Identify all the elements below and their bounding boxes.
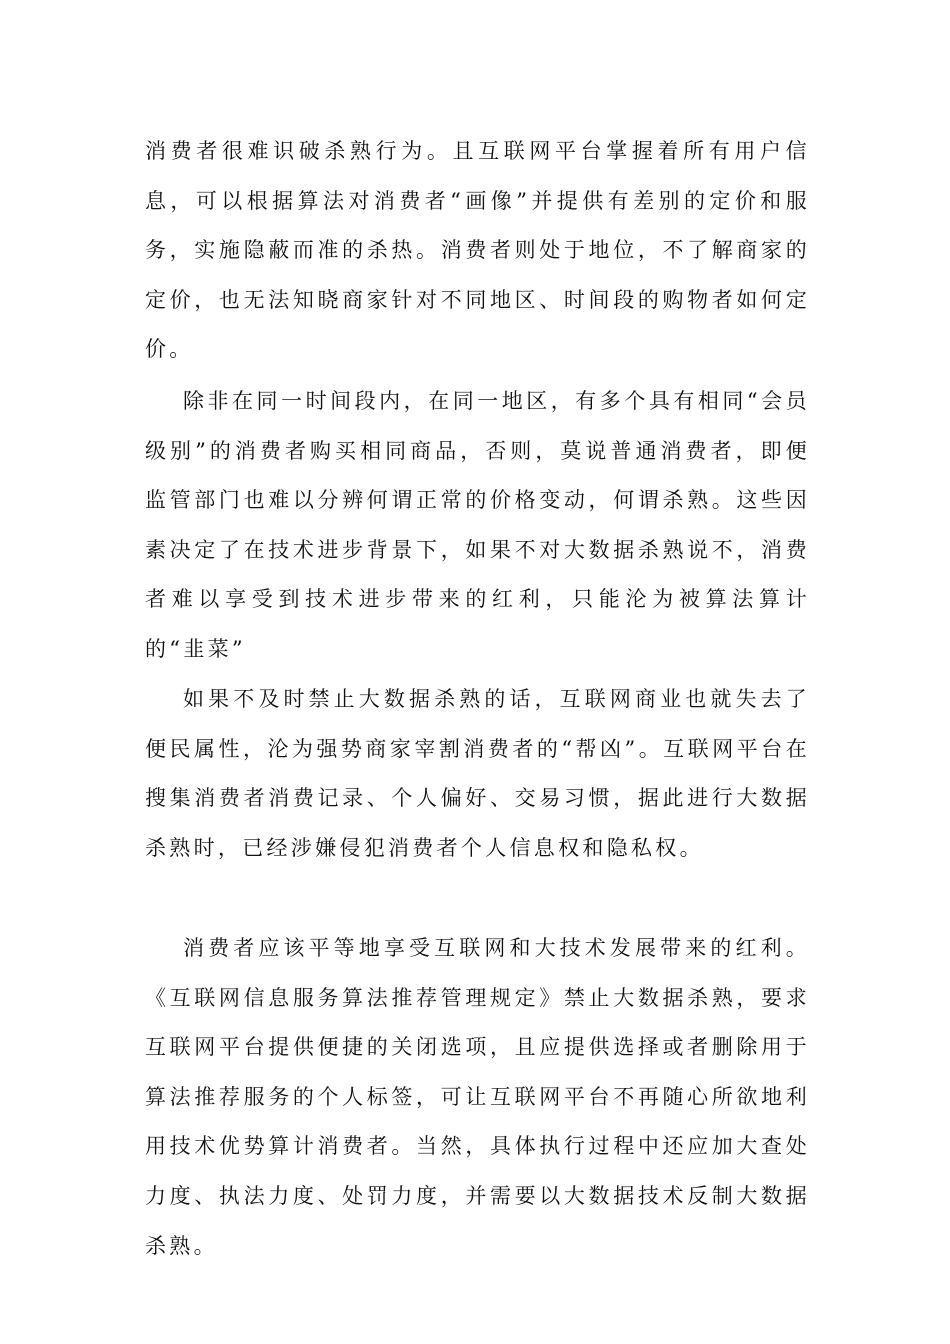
paragraph-3: 如果不及时禁止大数据杀熟的话，互联网商业也就失去了便民属性，沦为强势商家宰割消费者的“帮凶”。互联网平台在搜集消费者消费记录、个人偏好、交易习惯，据此进行大数据杀熟时，已经涉嫌侵犯消费者个人信息权和隐私权。 — [145, 687, 810, 860]
paragraph-4: 消费者应该平等地享受互联网和大技术发展带来的红利。《互联网信息服务算法推荐管理规定》禁止大数据杀熟，要求互联网平台提供便捷的关闭选项，且应提供选择或者删除用于算法推荐服务的个人标签，可让互联网平台不再随心所欲地利用技术优势算计消费者。当然，具体执行过程中还应加大查处力度、执法力度、处罚力度，并需要以大数据技术反制大数据杀熟。 — [145, 936, 810, 1258]
paragraph-1: 消费者很难识破杀熟行为。且互联网平台掌握着所有用户信息，可以根据算法对消费者“画像”并提供有差别的定价和服务，实施隐蔽而准的杀热。消费者则处于地位，不了解商家的定价，也无法知晓商家针对不同地区、时间段的购物者如何定价。 — [145, 139, 810, 362]
paragraph-2: 除非在同一时间段内，在同一地区，有多个具有相同“会员级别”的消费者购买相同商品，否则，莫说普通消费者，即便监管部门也难以分辨何谓正常的价格变动，何谓杀熟。这些因素决定了在技术进步背景下，如果不对大数据杀熟说不，消费者难以享受到技术进步带来的红利，只能沦为被算法算计的“韭菜” — [145, 389, 810, 661]
